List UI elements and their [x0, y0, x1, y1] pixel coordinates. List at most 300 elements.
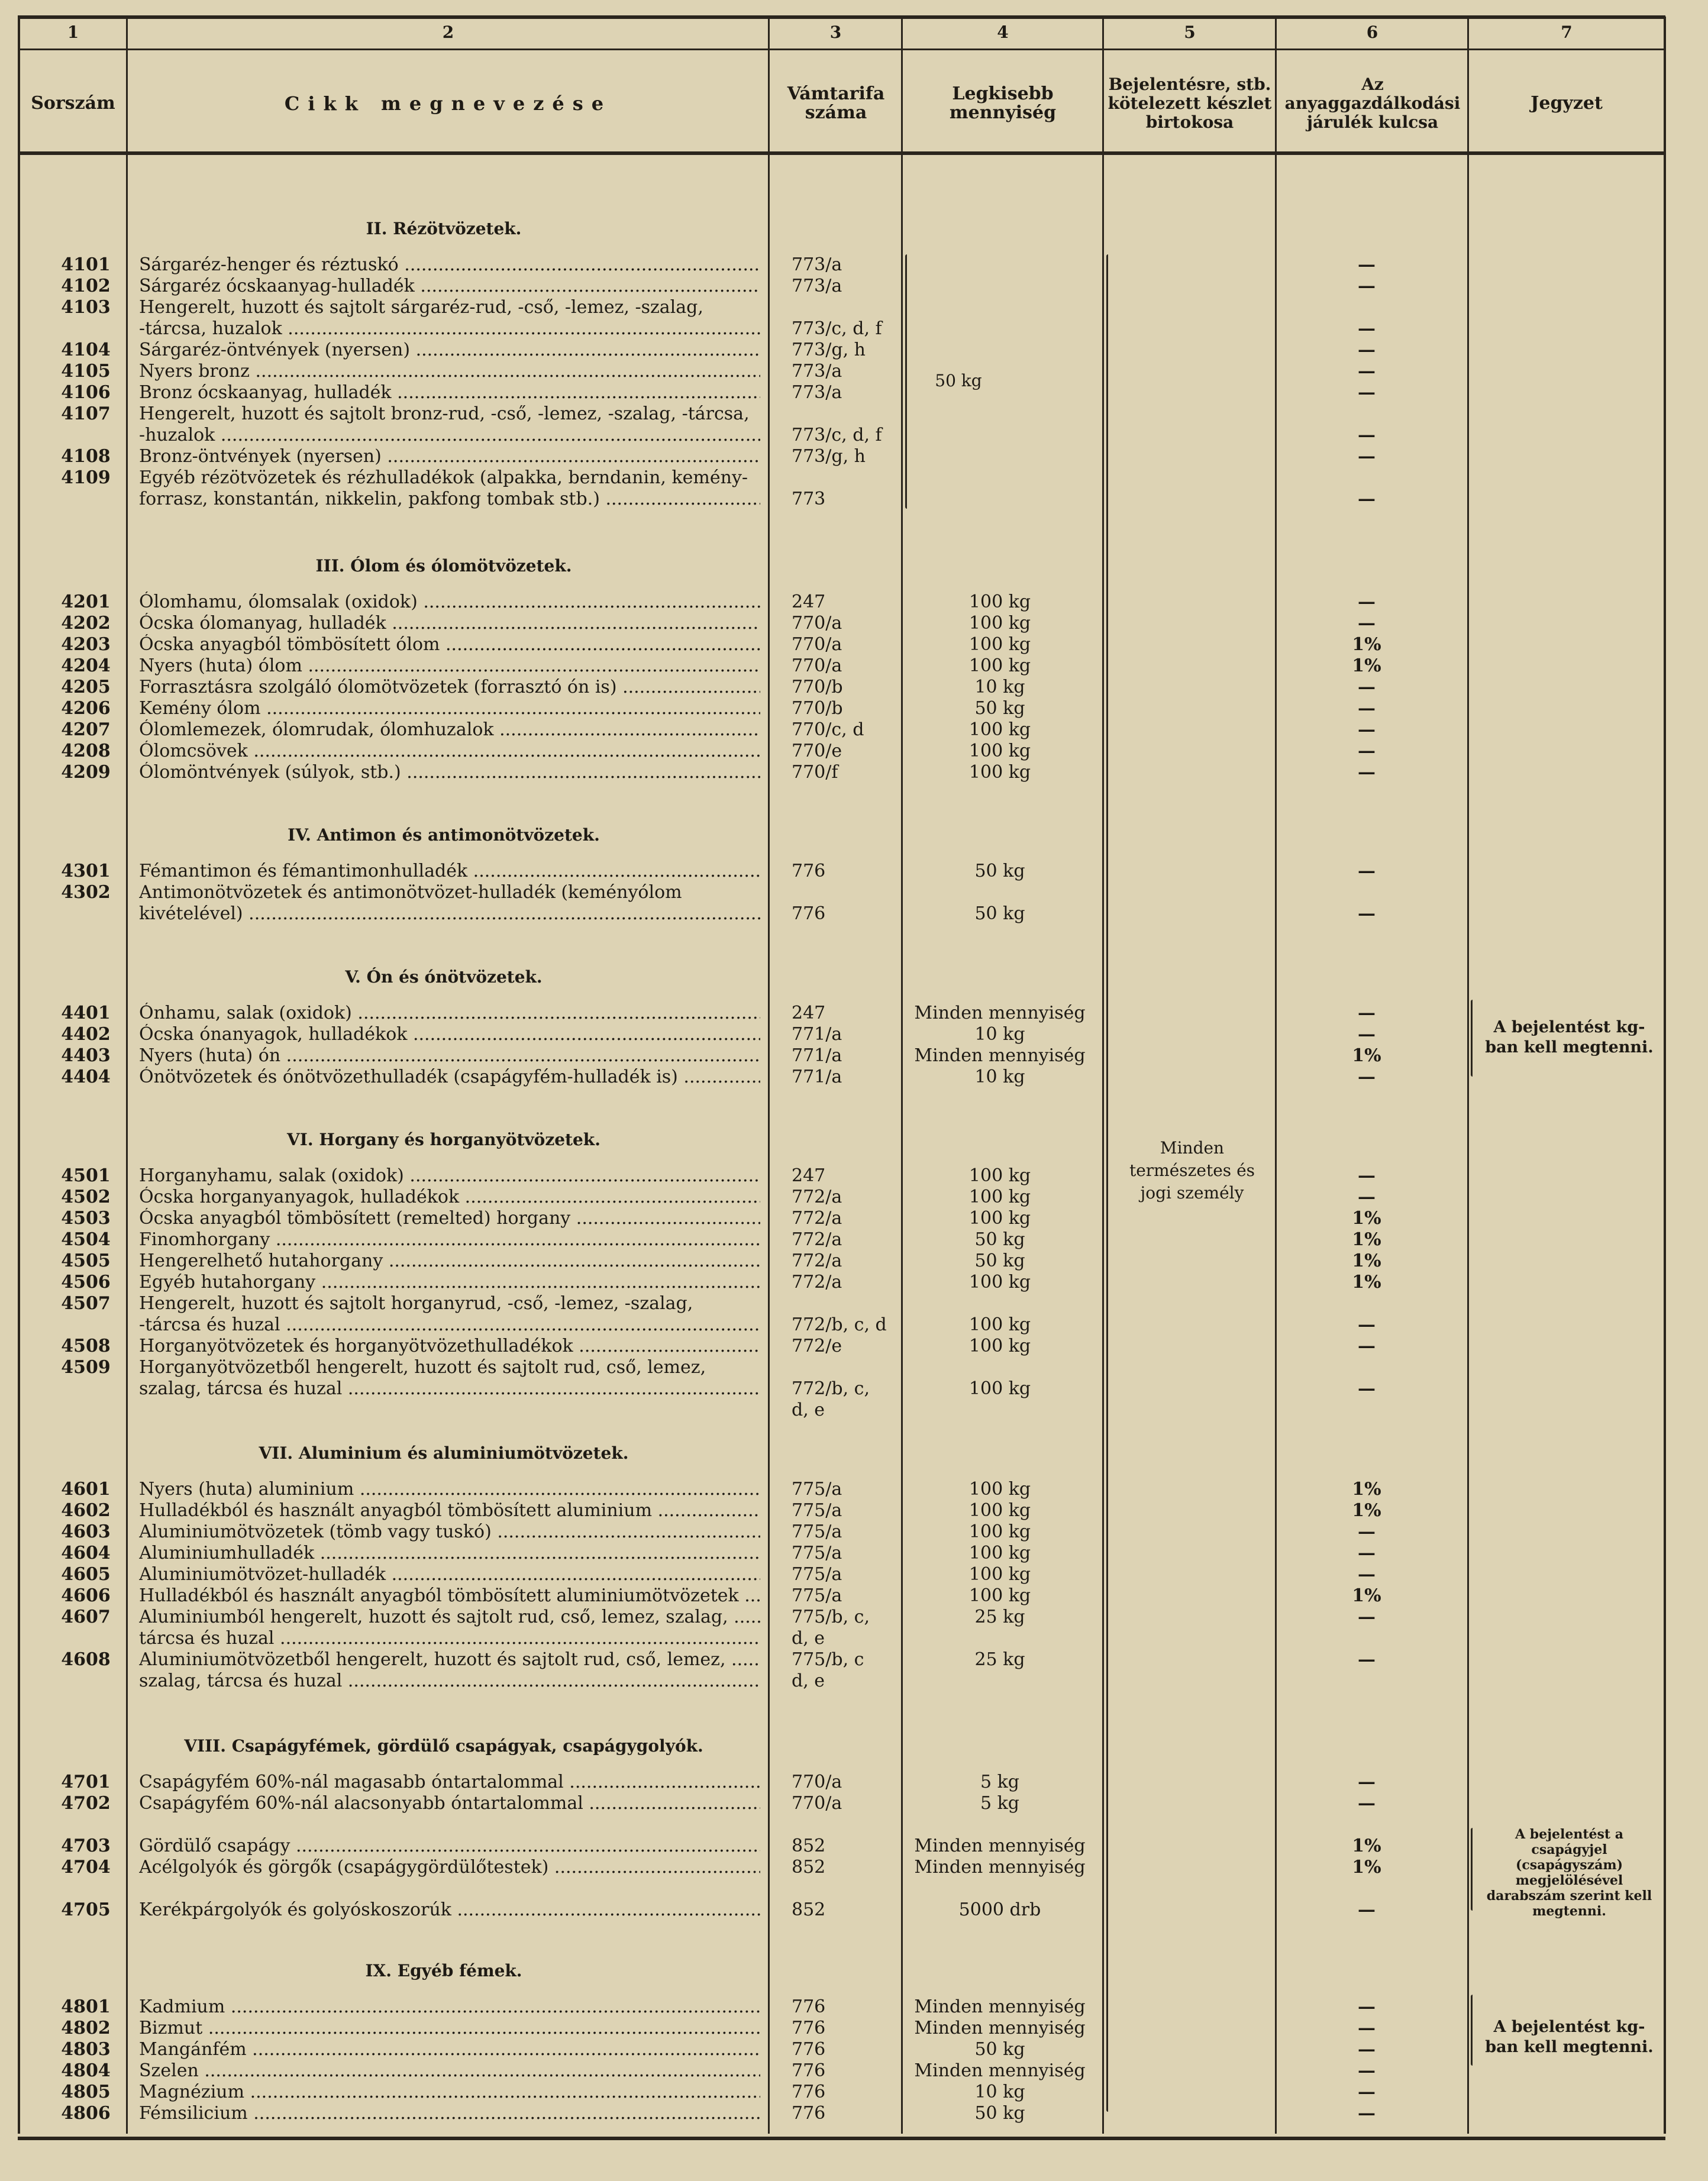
- levy-rate: 1%: [1352, 655, 1381, 676]
- note-brace: [1471, 1828, 1473, 1911]
- min-quantity: 25 kg: [974, 1649, 1025, 1670]
- levy-rate: 1%: [1352, 1229, 1381, 1250]
- levy-rate: —: [1358, 382, 1376, 403]
- row-number: 4501: [61, 1165, 111, 1186]
- row-number: 4608: [61, 1649, 111, 1670]
- min-quantity: 5 kg: [980, 1772, 1019, 1792]
- levy-rate: —: [1358, 340, 1376, 360]
- table-row: [0, 1165, 1708, 1187]
- row-number: 4502: [61, 1187, 111, 1207]
- tariff-number: 772/a: [792, 1272, 842, 1293]
- item-name: Nyers bronz .....: [139, 361, 760, 382]
- levy-rate: —: [1358, 741, 1376, 761]
- min-quantity: 50 kg: [974, 903, 1025, 924]
- table-row: [0, 1899, 1708, 1921]
- item-name: Hulladékból és használt anyagból tömbösített aluminium .....: [139, 1500, 760, 1521]
- row-number: 4505: [61, 1251, 111, 1271]
- row-number: 4102: [61, 276, 111, 296]
- item-name: Nyers (huta) aluminium .....: [139, 1479, 760, 1500]
- levy-rate: —: [1358, 1996, 1376, 2017]
- row-number: 4804: [61, 2060, 111, 2081]
- row-number: 4602: [61, 1500, 111, 1521]
- table-row: [0, 634, 1708, 655]
- header-rule: [18, 15, 1665, 19]
- min-quantity: 100 kg: [968, 1165, 1031, 1186]
- table-row: [0, 467, 1708, 489]
- item-name: Aluminiumötvözet-hulladék .....: [139, 1564, 760, 1585]
- table-row: [0, 592, 1708, 613]
- levy-rate: —: [1358, 2018, 1376, 2038]
- item-name: Aluminiumhulladék .....: [139, 1543, 760, 1564]
- min-quantity: 100 kg: [968, 1479, 1031, 1500]
- row-number: 4209: [61, 762, 111, 783]
- levy-rate: —: [1358, 1649, 1376, 1670]
- table-row: [0, 254, 1708, 276]
- tariff-number: 773: [792, 489, 826, 509]
- levy-rate: —: [1358, 762, 1376, 783]
- holder-brace: [1106, 254, 1108, 2112]
- levy-rate: —: [1358, 677, 1376, 697]
- item-name: Ócska anyagból tömbösített (remelted) horgany .....: [139, 1208, 760, 1229]
- tariff-number: d, e: [792, 1400, 825, 1420]
- row-number: 4402: [61, 1024, 111, 1045]
- table-row: [0, 1500, 1708, 1521]
- row-number: 4401: [61, 1003, 111, 1023]
- item-name: Egyéb rézötvözetek és rézhulladékok (alpakka, berndanin, kemény-: [139, 467, 748, 488]
- item-name: Fémantimon és fémantimonhulladék .....: [139, 861, 760, 882]
- item-name: Ócska anyagból tömbösített ólom .....: [139, 634, 760, 655]
- header-tariff: Vámtarifa száma: [787, 83, 885, 123]
- tariff-number: 773/g, h: [792, 446, 866, 467]
- tariff-number: 773/a: [792, 254, 842, 275]
- table-row: [0, 762, 1708, 783]
- item-name: Hengerelt, huzott és sajtolt bronz-rud, -cső, -lemez, -szalag, -tárcsa,: [139, 403, 750, 424]
- min-quantity: 10 kg: [974, 2082, 1025, 2102]
- levy-rate: —: [1358, 1543, 1376, 1563]
- item-name: Hulladékból és használt anyagból tömbösített aluminiumötvözetek .....: [139, 1585, 760, 1607]
- levy-rate: —: [1358, 2103, 1376, 2124]
- table-row: [0, 340, 1708, 361]
- min-quantity: 100 kg: [968, 634, 1031, 655]
- tariff-number: 772/a: [792, 1251, 842, 1271]
- tariff-number: 770/a: [792, 1793, 842, 1814]
- levy-rate: 1%: [1352, 1585, 1381, 1606]
- min-quantity: Minden mennyiség: [914, 1857, 1086, 1878]
- note-tin: A bejelentést kg-ban kell megtenni.: [1485, 1018, 1654, 1056]
- row-number: 4302: [61, 882, 111, 903]
- col-number: 2: [442, 22, 454, 42]
- min-quantity: Minden mennyiség: [914, 1045, 1086, 1066]
- min-quantity: Minden mennyiség: [914, 1996, 1086, 2017]
- tariff-number: 771/a: [792, 1045, 842, 1066]
- holder-text: Minden természetes és jogi személy: [1129, 1138, 1255, 1203]
- tariff-number: 775/a: [792, 1543, 842, 1563]
- min-quantity: 100 kg: [968, 719, 1031, 740]
- item-name: Egyéb hutahorgany .....: [139, 1272, 760, 1293]
- tariff-number: 775/a: [792, 1479, 842, 1500]
- item-name: Horganyötvözetből hengerelt, huzott és sajtolt rud, cső, lemez,: [139, 1357, 706, 1378]
- row-number: 4506: [61, 1272, 111, 1293]
- levy-rate: —: [1358, 489, 1376, 509]
- header-holder: Bejelentésre, stb. kötelezett készlet birtokosa: [1108, 75, 1272, 132]
- table-row: [0, 297, 1708, 318]
- min-quantity: 100 kg: [968, 1208, 1031, 1229]
- table-row: [0, 1336, 1708, 1357]
- header-rule: [18, 151, 1665, 155]
- tariff-number: 775/a: [792, 1585, 842, 1606]
- table-row: [0, 677, 1708, 698]
- item-name: Ónhamu, salak (oxidok) .....: [139, 1003, 760, 1024]
- levy-rate: —: [1358, 861, 1376, 881]
- col-number: 4: [997, 22, 1009, 42]
- tariff-number: 776: [792, 2082, 826, 2102]
- tariff-number: 775/a: [792, 1521, 842, 1542]
- item-name: Hengerelhető hutahorgany .....: [139, 1251, 760, 1272]
- table-row: [0, 1836, 1708, 1857]
- item-name: Bronz-öntvények (nyersen) .....: [139, 446, 760, 467]
- item-name: -tárcsa, huzalok .....: [139, 318, 760, 340]
- item-name: Ólomcsövek .....: [139, 741, 760, 762]
- min-quantity: 100 kg: [968, 1378, 1031, 1399]
- min-quantity: 5000 drb: [958, 1899, 1041, 1920]
- tariff-number: 773/a: [792, 382, 842, 403]
- table-row: [0, 318, 1708, 340]
- levy-rate: 1%: [1352, 1208, 1381, 1229]
- item-name: Antimonötvözetek és antimonötvözet-hulladék (keményólom: [139, 882, 682, 903]
- item-name: Fémsilicium .....: [139, 2103, 760, 2124]
- levy-rate: 1%: [1352, 1479, 1381, 1500]
- tariff-number: 770/e: [792, 741, 842, 761]
- levy-rate: —: [1358, 1003, 1376, 1023]
- tariff-number: 773/c, d, f: [792, 425, 882, 445]
- table-row: [0, 1628, 1708, 1649]
- levy-rate: —: [1358, 425, 1376, 445]
- levy-rate: 1%: [1352, 1272, 1381, 1293]
- row-number: 4205: [61, 677, 111, 697]
- table-row: [0, 1272, 1708, 1293]
- item-name: Ólomöntvények (súlyok, stb.) .....: [139, 762, 760, 783]
- tariff-number: 247: [792, 592, 826, 612]
- min-quantity: 100 kg: [968, 1521, 1031, 1542]
- section-title: VI. Horgany és horganyötvözetek.: [287, 1130, 600, 1149]
- row-number: 4403: [61, 1045, 111, 1066]
- row-number: 4803: [61, 2039, 111, 2060]
- tariff-number: 852: [792, 1857, 826, 1878]
- min-quantity: 50 kg: [974, 1229, 1025, 1250]
- row-number: 4107: [61, 403, 111, 424]
- table-row: [0, 1543, 1708, 1564]
- min-quantity: 100 kg: [968, 741, 1031, 761]
- row-number: 4104: [61, 340, 111, 360]
- levy-rate: —: [1358, 1521, 1376, 1542]
- item-name: Nyers (huta) ólom .....: [139, 655, 760, 677]
- item-name: Ócska ónanyagok, hulladékok .....: [139, 1024, 760, 1045]
- tariff-number: 772/b, c,: [792, 1378, 870, 1399]
- levy-rate: —: [1358, 361, 1376, 382]
- tariff-number: 775/a: [792, 1564, 842, 1585]
- tariff-number: 776: [792, 2060, 826, 2081]
- min-quantity: 50 kg: [974, 861, 1025, 881]
- col-number: 7: [1561, 22, 1573, 42]
- row-number: 4703: [61, 1836, 111, 1856]
- tariff-number: 776: [792, 2039, 826, 2060]
- item-name: Kadmium .....: [139, 1996, 760, 2018]
- levy-rate: —: [1358, 1793, 1376, 1814]
- table-row: [0, 698, 1708, 719]
- tariff-number: 770/b: [792, 698, 843, 719]
- item-name: Hengerelt, huzott és sajtolt sárgaréz-rud, -cső, -lemez, -szalag,: [139, 297, 703, 318]
- item-name: Ólomlemezek, ólomrudak, ólomhuzalok .....: [139, 719, 760, 741]
- table-row: [0, 1607, 1708, 1628]
- table-row: [0, 1045, 1708, 1067]
- section-title: II. Rézötvözetek.: [366, 219, 522, 238]
- item-name: Aluminiumból hengerelt, huzott és sajtolt rud, cső, lemez, szalag, .....: [139, 1607, 760, 1628]
- tariff-number: 776: [792, 903, 826, 924]
- tariff-number: 771/a: [792, 1067, 842, 1087]
- table-row: [0, 489, 1708, 510]
- item-name: kivételével) .....: [139, 903, 760, 925]
- tariff-number: 773/a: [792, 361, 842, 382]
- min-quantity: 100 kg: [968, 762, 1031, 783]
- col-number: 1: [67, 22, 79, 42]
- header-rule: [18, 49, 1665, 50]
- item-name: Gördülő csapágy .....: [139, 1836, 760, 1857]
- table-row: [0, 276, 1708, 297]
- min-quantity: Minden mennyiség: [914, 2060, 1086, 2081]
- item-name: Mangánfém .....: [139, 2039, 760, 2060]
- table-row: [0, 1024, 1708, 1045]
- row-number: 4802: [61, 2018, 111, 2038]
- table-row: [0, 861, 1708, 882]
- levy-rate: 1%: [1352, 1251, 1381, 1271]
- item-name: Sárgaréz-henger és réztuskó .....: [139, 254, 760, 276]
- table-row: [0, 903, 1708, 925]
- table-row: [0, 1671, 1708, 1692]
- row-number: 4805: [61, 2082, 111, 2102]
- tariff-number: 771/a: [792, 1024, 842, 1045]
- tariff-number: 775/b, c: [792, 1649, 864, 1670]
- table-row: [0, 361, 1708, 382]
- tariff-number: 776: [792, 2018, 826, 2038]
- levy-rate: —: [1358, 592, 1376, 612]
- levy-rate: —: [1358, 2082, 1376, 2102]
- tariff-number: 776: [792, 2103, 826, 2124]
- table-row: [0, 425, 1708, 446]
- table-row: [0, 1521, 1708, 1543]
- item-name: Ólomhamu, ólomsalak (oxidok) .....: [139, 592, 760, 613]
- min-quantity: 100 kg: [968, 1543, 1031, 1563]
- item-name: Ócska ólomanyag, hulladék .....: [139, 613, 760, 634]
- min-quantity: Minden mennyiség: [914, 1836, 1086, 1856]
- table-row: [0, 1857, 1708, 1878]
- tariff-number: 773/g, h: [792, 340, 866, 360]
- row-number: 4507: [61, 1293, 111, 1314]
- item-name: Sárgaréz-öntvények (nyersen) .....: [139, 340, 760, 361]
- min-quantity: Minden mennyiség: [914, 2018, 1086, 2038]
- levy-rate: 1%: [1352, 634, 1381, 655]
- levy-rate: —: [1358, 276, 1376, 296]
- item-name: Finomhorgany .....: [139, 1229, 760, 1251]
- row-number: 4101: [61, 254, 111, 275]
- tariff-number: 773/c, d, f: [792, 318, 882, 339]
- table-row: [0, 1229, 1708, 1251]
- levy-rate: —: [1358, 1067, 1376, 1087]
- table-row: [0, 382, 1708, 403]
- row-number: 4103: [61, 297, 111, 318]
- table-row: [0, 1649, 1708, 1671]
- tariff-number: 770/a: [792, 655, 842, 676]
- tariff-number: 247: [792, 1165, 826, 1186]
- levy-rate: —: [1358, 1772, 1376, 1792]
- section-title: VIII. Csapágyfémek, gördülő csapágyak, csapágygolyók.: [184, 1736, 703, 1756]
- item-name: Acélgolyók és görgők (csapágygördülőtestek) .....: [139, 1857, 760, 1878]
- col-number: 3: [829, 22, 842, 42]
- row-number: 4203: [61, 634, 111, 655]
- min-quantity: 100 kg: [968, 1272, 1031, 1293]
- table-row: [0, 1479, 1708, 1500]
- table-row: [0, 1400, 1708, 1421]
- table-row: [0, 1251, 1708, 1272]
- tariff-number: 770/c, d: [792, 719, 864, 740]
- copper-qty-brace: [905, 254, 907, 509]
- section-title: V. Ón és ónötvözetek.: [345, 967, 543, 987]
- row-number: 4605: [61, 1564, 111, 1585]
- item-name: Sárgaréz ócskaanyag-hulladék .....: [139, 276, 760, 297]
- tariff-number: 852: [792, 1836, 826, 1856]
- footer-rule: [18, 2137, 1665, 2140]
- row-number: 4206: [61, 698, 111, 719]
- levy-rate: —: [1358, 446, 1376, 467]
- table-row: [0, 1585, 1708, 1607]
- item-name: Ónötvözetek és ónötvözethulladék (csapágyfém-hulladék is) .....: [139, 1067, 760, 1088]
- section-title: IV. Antimon és antimonötvözetek.: [288, 825, 600, 845]
- min-quantity: 100 kg: [968, 613, 1031, 634]
- min-quantity: 100 kg: [968, 655, 1031, 676]
- row-number: 4801: [61, 1996, 111, 2017]
- row-number: 4509: [61, 1357, 111, 1378]
- row-number: 4704: [61, 1857, 111, 1878]
- levy-rate: —: [1358, 698, 1376, 719]
- levy-rate: —: [1358, 2060, 1376, 2081]
- levy-rate: —: [1358, 1024, 1376, 1045]
- min-quantity: 100 kg: [968, 1314, 1031, 1335]
- row-number: 4806: [61, 2103, 111, 2124]
- section-title: VII. Aluminium és aluminiumötvözetek.: [259, 1443, 629, 1463]
- note-brace: [1471, 1000, 1473, 1077]
- tariff-number: 773/a: [792, 276, 842, 296]
- min-quantity: 100 kg: [968, 592, 1031, 612]
- min-quantity: 100 kg: [968, 1585, 1031, 1606]
- row-number: 4301: [61, 861, 111, 881]
- tariff-number: 770/a: [792, 1772, 842, 1792]
- table-row: [0, 882, 1708, 903]
- tariff-number: 772/a: [792, 1208, 842, 1229]
- levy-rate: —: [1358, 1564, 1376, 1585]
- tariff-number: 775/b, c,: [792, 1607, 870, 1627]
- item-name: Aluminiumötvözetből hengerelt, huzott és sajtolt rud, cső, lemez, .....: [139, 1649, 760, 1671]
- item-name: -huzalok .....: [139, 425, 760, 446]
- table-row: [0, 1067, 1708, 1088]
- item-name: Kemény ólom .....: [139, 698, 760, 719]
- min-quantity: 50 kg: [974, 698, 1025, 719]
- row-number: 4204: [61, 655, 111, 676]
- header-levy-rate: Az anyaggazdálkodási járulék kulcsa: [1284, 75, 1461, 132]
- tariff-number: 770/a: [792, 634, 842, 655]
- tariff-number: 772/a: [792, 1187, 842, 1207]
- min-quantity: 25 kg: [974, 1607, 1025, 1627]
- min-quantity: 50 kg: [974, 2103, 1025, 2124]
- header-min-qty: Legkisebb mennyiség: [949, 83, 1057, 123]
- row-number: 4504: [61, 1229, 111, 1250]
- row-number: 4603: [61, 1521, 111, 1542]
- item-name: Nyers (huta) ón .....: [139, 1045, 760, 1067]
- levy-rate: —: [1358, 1899, 1376, 1920]
- min-quantity: 10 kg: [974, 677, 1025, 697]
- item-name: Csapágyfém 60%-nál alacsonyabb óntartalommal .....: [139, 1793, 760, 1814]
- table-row: [0, 2039, 1708, 2060]
- item-name: Bizmut .....: [139, 2018, 760, 2039]
- table-row: [0, 1187, 1708, 1208]
- levy-rate: —: [1358, 1165, 1376, 1186]
- item-name: Bronz ócskaanyag, hulladék .....: [139, 382, 760, 403]
- levy-rate: —: [1358, 1187, 1376, 1207]
- table-row: [0, 2060, 1708, 2082]
- section-title: III. Ólom és ólomötvözetek.: [315, 556, 572, 576]
- tariff-number: 770/f: [792, 762, 838, 783]
- table-row: [0, 2082, 1708, 2103]
- item-name: tárcsa és huzal .....: [139, 1628, 760, 1649]
- item-name: Hengerelt, huzott és sajtolt horganyrud, -cső, -lemez, -szalag,: [139, 1293, 693, 1314]
- tariff-number: 772/b, c, d: [792, 1314, 887, 1335]
- table-row: [0, 446, 1708, 467]
- table-row: [0, 1357, 1708, 1378]
- item-name: Magnézium .....: [139, 2082, 760, 2103]
- tariff-number: 772/a: [792, 1229, 842, 1250]
- levy-rate: —: [1358, 719, 1376, 740]
- item-name: Aluminiumötvözetek (tömb vagy tuskó) .....: [139, 1521, 760, 1543]
- levy-rate: —: [1358, 318, 1376, 339]
- note-bearings: A bejelentést a csapágyjel (csapágyszám) megjelölésével darabszám szerint kell megtenni.: [1486, 1827, 1652, 1919]
- copper-shared-qty: 50 kg: [935, 371, 982, 390]
- row-number: 4508: [61, 1336, 111, 1356]
- levy-rate: 1%: [1352, 1500, 1381, 1521]
- table-row: [0, 741, 1708, 762]
- header-item-name: Cikk megnevezése: [284, 92, 612, 115]
- levy-rate: —: [1358, 254, 1376, 275]
- item-name: Horganyötvözetek és horganyötvözethulladékok .....: [139, 1336, 760, 1357]
- tariff-number: 772/e: [792, 1336, 842, 1356]
- item-name: Ócska horganyanyagok, hulladékok .....: [139, 1187, 760, 1208]
- table-row: [0, 1878, 1708, 1899]
- table-row: [0, 1564, 1708, 1585]
- header-notes: Jegyzet: [1531, 93, 1603, 114]
- table-row: [0, 1793, 1708, 1814]
- row-number: 4202: [61, 613, 111, 634]
- item-name: -tárcsa és huzal .....: [139, 1314, 760, 1336]
- row-number: 4109: [61, 467, 111, 488]
- table-row: [0, 403, 1708, 425]
- header-serial: Sorszám: [31, 93, 115, 114]
- tariff-number: 776: [792, 861, 826, 881]
- min-quantity: 50 kg: [974, 2039, 1025, 2060]
- row-number: 4601: [61, 1479, 111, 1500]
- min-quantity: 100 kg: [968, 1336, 1031, 1356]
- table-row: [0, 1378, 1708, 1400]
- row-number: 4607: [61, 1607, 111, 1627]
- min-quantity: 5 kg: [980, 1793, 1019, 1814]
- tariff-number: 775/a: [792, 1500, 842, 1521]
- row-number: 4207: [61, 719, 111, 740]
